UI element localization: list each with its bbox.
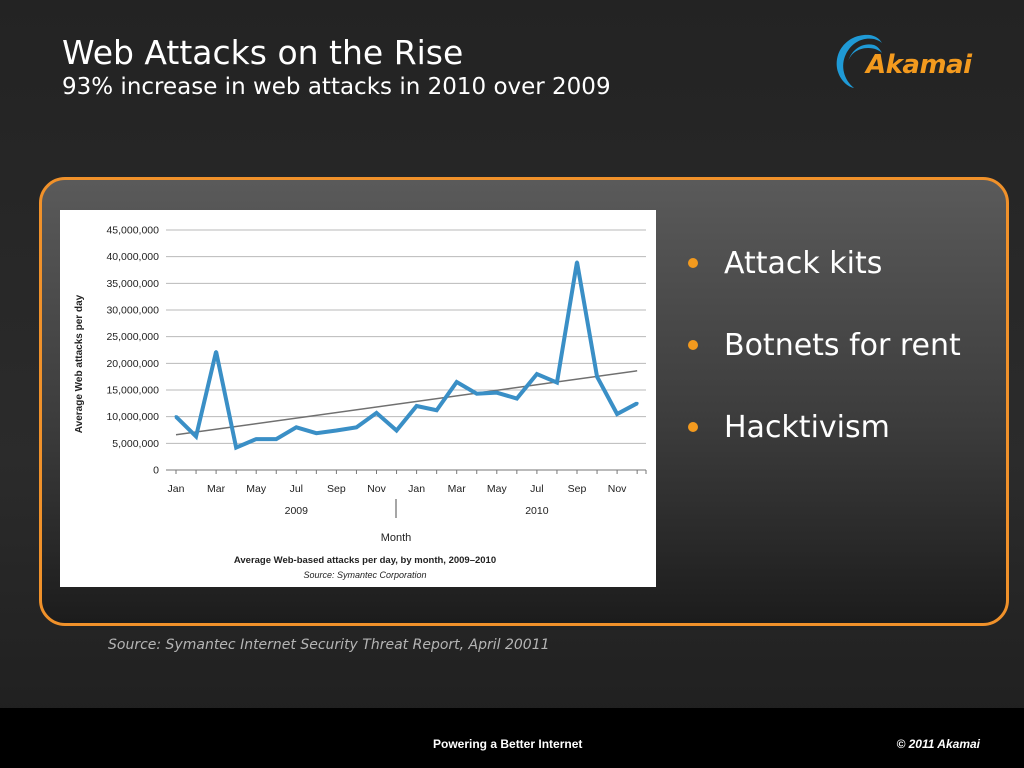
data-point: [515, 397, 518, 400]
data-point: [255, 438, 258, 441]
x-tick-label: Jan: [408, 483, 426, 495]
chart-source: Source: Symantec Corporation: [303, 570, 427, 580]
footer-bar: [0, 708, 1024, 768]
data-point: [215, 350, 218, 353]
data-point: [275, 438, 278, 441]
x-tick-label: Nov: [367, 483, 386, 495]
line-chart-svg: [60, 210, 656, 587]
footer-tagline: Powering a Better Internet: [433, 737, 583, 751]
chart-xlabel: Month: [380, 532, 412, 544]
data-point: [475, 392, 478, 395]
data-point: [636, 402, 639, 405]
x-tick-label: Sep: [567, 483, 587, 495]
y-tick-label: 25,000,000: [106, 331, 159, 344]
source-note: Source: Symantec Internet Security Threat Report, April 20011: [108, 637, 550, 653]
data-point: [435, 409, 438, 412]
bullet-item: [688, 240, 961, 286]
data-point: [315, 432, 318, 435]
y-tick-label: 15,000,000: [106, 384, 159, 397]
bullet-dot-icon: [688, 422, 698, 432]
slide-subtitle: 93% increase in web attacks in 2010 over 2009: [62, 74, 611, 100]
data-point: [535, 373, 538, 376]
data-point: [395, 429, 398, 432]
title-block: [62, 34, 611, 102]
bullet-list: [688, 240, 961, 486]
y-tick-label: 5,000,000: [112, 437, 159, 450]
bullet-item: [688, 322, 961, 368]
bullet-label: Botnets for rent: [724, 327, 961, 363]
chart-ylabel: Average Web attacks per day: [74, 294, 85, 434]
x-tick-label: Jul: [289, 483, 304, 495]
trend-line: [176, 371, 637, 435]
y-tick-label: 10,000,000: [106, 411, 159, 424]
y-tick-label: 0: [153, 464, 159, 477]
x-tick-label: May: [246, 483, 267, 495]
data-point: [455, 381, 458, 384]
data-point: [335, 429, 338, 432]
data-point: [375, 411, 378, 414]
data-point: [235, 446, 238, 449]
bullet-item: [688, 404, 961, 450]
x-tick-label: Mar: [447, 483, 466, 495]
bullet-dot-icon: [688, 258, 698, 268]
bullet-label: Hacktivism: [724, 409, 890, 445]
chart-title: Average Web-based attacks per day, by month, 2009–2010: [233, 555, 497, 566]
year-label: 2010: [525, 505, 549, 517]
x-tick-label: Sep: [327, 483, 346, 495]
footer-copyright: © 2011 Akamai: [896, 737, 980, 751]
x-tick-label: Jul: [530, 483, 544, 495]
data-point: [355, 426, 358, 429]
y-tick-label: 20,000,000: [106, 357, 159, 370]
data-point: [295, 426, 298, 429]
y-tick-label: 30,000,000: [106, 304, 159, 317]
x-tick-label: Mar: [207, 483, 226, 495]
data-point: [495, 391, 498, 394]
data-point: [555, 381, 558, 384]
bullet-dot-icon: [688, 340, 698, 350]
slide-title: Web Attacks on the Rise: [62, 33, 464, 72]
x-tick-label: Nov: [607, 483, 627, 495]
data-point: [596, 375, 599, 378]
data-point: [175, 415, 178, 418]
akamai-logo: [830, 30, 980, 94]
x-tick-label: May: [486, 483, 507, 495]
y-tick-label: 40,000,000: [106, 251, 159, 264]
data-point: [195, 435, 198, 438]
y-tick-label: 35,000,000: [106, 277, 159, 290]
bullet-label: Attack kits: [724, 245, 883, 281]
attacks-chart: [60, 210, 656, 587]
series-line: [176, 262, 637, 448]
x-tick-label: Jan: [167, 483, 185, 495]
year-label: 2009: [284, 505, 308, 517]
y-tick-label: 45,000,000: [106, 224, 159, 237]
data-point: [576, 261, 579, 264]
logo-text: Akamai: [866, 50, 972, 80]
data-point: [616, 413, 619, 416]
data-point: [415, 405, 418, 408]
